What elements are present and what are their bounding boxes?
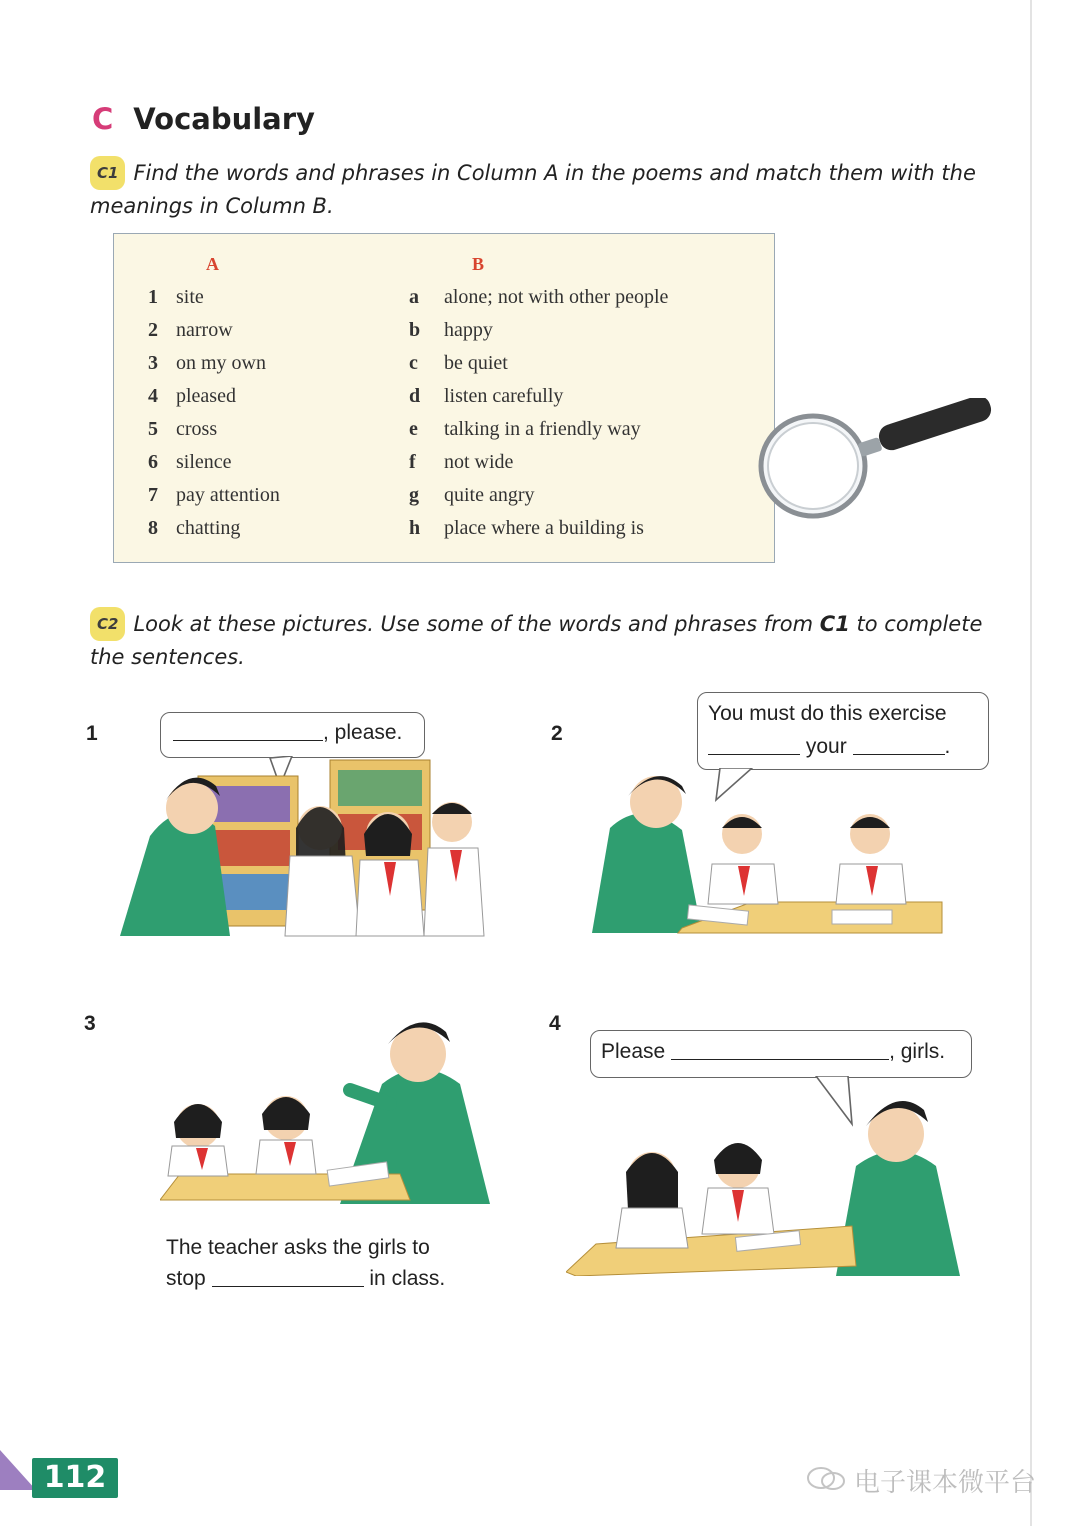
picture-1-bubble-text: , please. bbox=[323, 721, 403, 744]
row-number: 7 bbox=[148, 484, 158, 506]
picture-3-caption bbox=[166, 1232, 445, 1294]
row-meaning: place where a building is bbox=[444, 517, 644, 539]
section-heading bbox=[92, 102, 315, 136]
row-number: 3 bbox=[148, 352, 158, 374]
page-corner-decoration bbox=[0, 1450, 36, 1490]
column-b-header: B bbox=[472, 254, 485, 274]
row-number: 6 bbox=[148, 451, 158, 473]
row-word: silence bbox=[176, 451, 232, 473]
row-word: cross bbox=[176, 418, 218, 440]
watermark-text: 电子课本微平台 bbox=[854, 1468, 1037, 1498]
row-word: chatting bbox=[176, 517, 241, 539]
page-edge bbox=[1030, 0, 1032, 1526]
row-meaning: happy bbox=[444, 319, 493, 341]
picture-2-bubble-end: . bbox=[944, 735, 951, 758]
row-meaning: quite angry bbox=[444, 484, 535, 506]
row-letter: b bbox=[409, 319, 421, 341]
answer-blank[interactable] bbox=[212, 1268, 364, 1287]
row-number: 1 bbox=[148, 286, 158, 308]
row-meaning: be quiet bbox=[444, 352, 508, 374]
vocab-row bbox=[114, 385, 774, 418]
row-letter: d bbox=[409, 385, 421, 407]
c1-instruction bbox=[90, 156, 976, 222]
vocab-row bbox=[114, 451, 774, 484]
row-number: 4 bbox=[148, 385, 158, 407]
row-number: 8 bbox=[148, 517, 158, 539]
c1-instruction-line2: meanings in Column B. bbox=[90, 194, 334, 218]
answer-blank[interactable] bbox=[671, 1041, 889, 1060]
row-letter: a bbox=[409, 286, 419, 308]
picture-4-bubble-pre: Please bbox=[601, 1040, 666, 1063]
picture-2-classroom-illustration bbox=[592, 768, 952, 938]
picture-3-caption-post: in class. bbox=[369, 1267, 446, 1290]
picture-3-caption-pre: stop bbox=[166, 1267, 206, 1290]
magnifier-icon bbox=[755, 398, 1000, 528]
row-meaning: listen carefully bbox=[444, 385, 564, 407]
c2-tag: C2 bbox=[90, 607, 125, 641]
c1-tag: C1 bbox=[90, 156, 125, 190]
row-word: narrow bbox=[176, 319, 233, 341]
vocab-row bbox=[114, 286, 774, 319]
c2-instruction-pre: Look at these pictures. Use some of the words and phrases from bbox=[133, 612, 814, 636]
row-letter: f bbox=[409, 451, 416, 473]
c2-instruction-ref: C1 bbox=[819, 612, 850, 636]
picture-3-caption-line1: The teacher asks the girls to bbox=[166, 1236, 430, 1259]
row-number: 5 bbox=[148, 418, 158, 440]
vocab-row bbox=[114, 484, 774, 517]
row-meaning: alone; not with other people bbox=[444, 286, 669, 308]
row-letter: e bbox=[409, 418, 418, 440]
row-word: site bbox=[176, 286, 204, 308]
row-meaning: not wide bbox=[444, 451, 514, 473]
picture-3-classroom-illustration bbox=[160, 1014, 490, 1204]
row-letter: c bbox=[409, 352, 418, 374]
vocab-row bbox=[114, 517, 774, 550]
section-title: Vocabulary bbox=[133, 102, 315, 136]
wechat-icon bbox=[806, 1466, 848, 1492]
picture-2-bubble-mid: your bbox=[805, 735, 847, 758]
vocab-row bbox=[114, 352, 774, 385]
c2-instruction bbox=[90, 607, 982, 673]
row-word: pleased bbox=[176, 385, 236, 407]
column-a-header: A bbox=[206, 254, 219, 274]
picture-1-speech-bubble bbox=[160, 712, 425, 758]
vocab-table bbox=[113, 233, 775, 563]
row-word: pay attention bbox=[176, 484, 280, 506]
row-meaning: talking in a friendly way bbox=[444, 418, 641, 440]
answer-blank[interactable] bbox=[853, 736, 945, 755]
picture-1-number: 1 bbox=[86, 722, 98, 745]
picture-3-number: 3 bbox=[84, 1012, 96, 1035]
page-number: 112 bbox=[32, 1458, 118, 1498]
picture-4-speech-bubble bbox=[590, 1030, 972, 1078]
row-letter: h bbox=[409, 517, 421, 539]
row-word: on my own bbox=[176, 352, 266, 374]
row-number: 2 bbox=[148, 319, 158, 341]
picture-2-speech-bubble bbox=[697, 692, 989, 770]
vocab-row bbox=[114, 418, 774, 451]
picture-4-bubble-post: , girls. bbox=[889, 1040, 946, 1063]
picture-4-number: 4 bbox=[549, 1012, 561, 1035]
row-letter: g bbox=[409, 484, 419, 506]
answer-blank[interactable] bbox=[708, 736, 800, 755]
picture-1-library-illustration bbox=[120, 756, 490, 942]
picture-4-classroom-illustration bbox=[566, 1076, 960, 1276]
picture-2-number: 2 bbox=[551, 722, 563, 745]
section-letter: C bbox=[92, 102, 114, 136]
c1-instruction-line1: Find the words and phrases in Column A in the poems and match them with the bbox=[133, 161, 976, 185]
vocab-row bbox=[114, 319, 774, 352]
c2-instruction-line2: the sentences. bbox=[90, 645, 245, 669]
answer-blank[interactable] bbox=[173, 722, 323, 741]
c2-instruction-post: to complete bbox=[856, 612, 983, 636]
picture-2-bubble-line1: You must do this exercise bbox=[708, 702, 947, 725]
